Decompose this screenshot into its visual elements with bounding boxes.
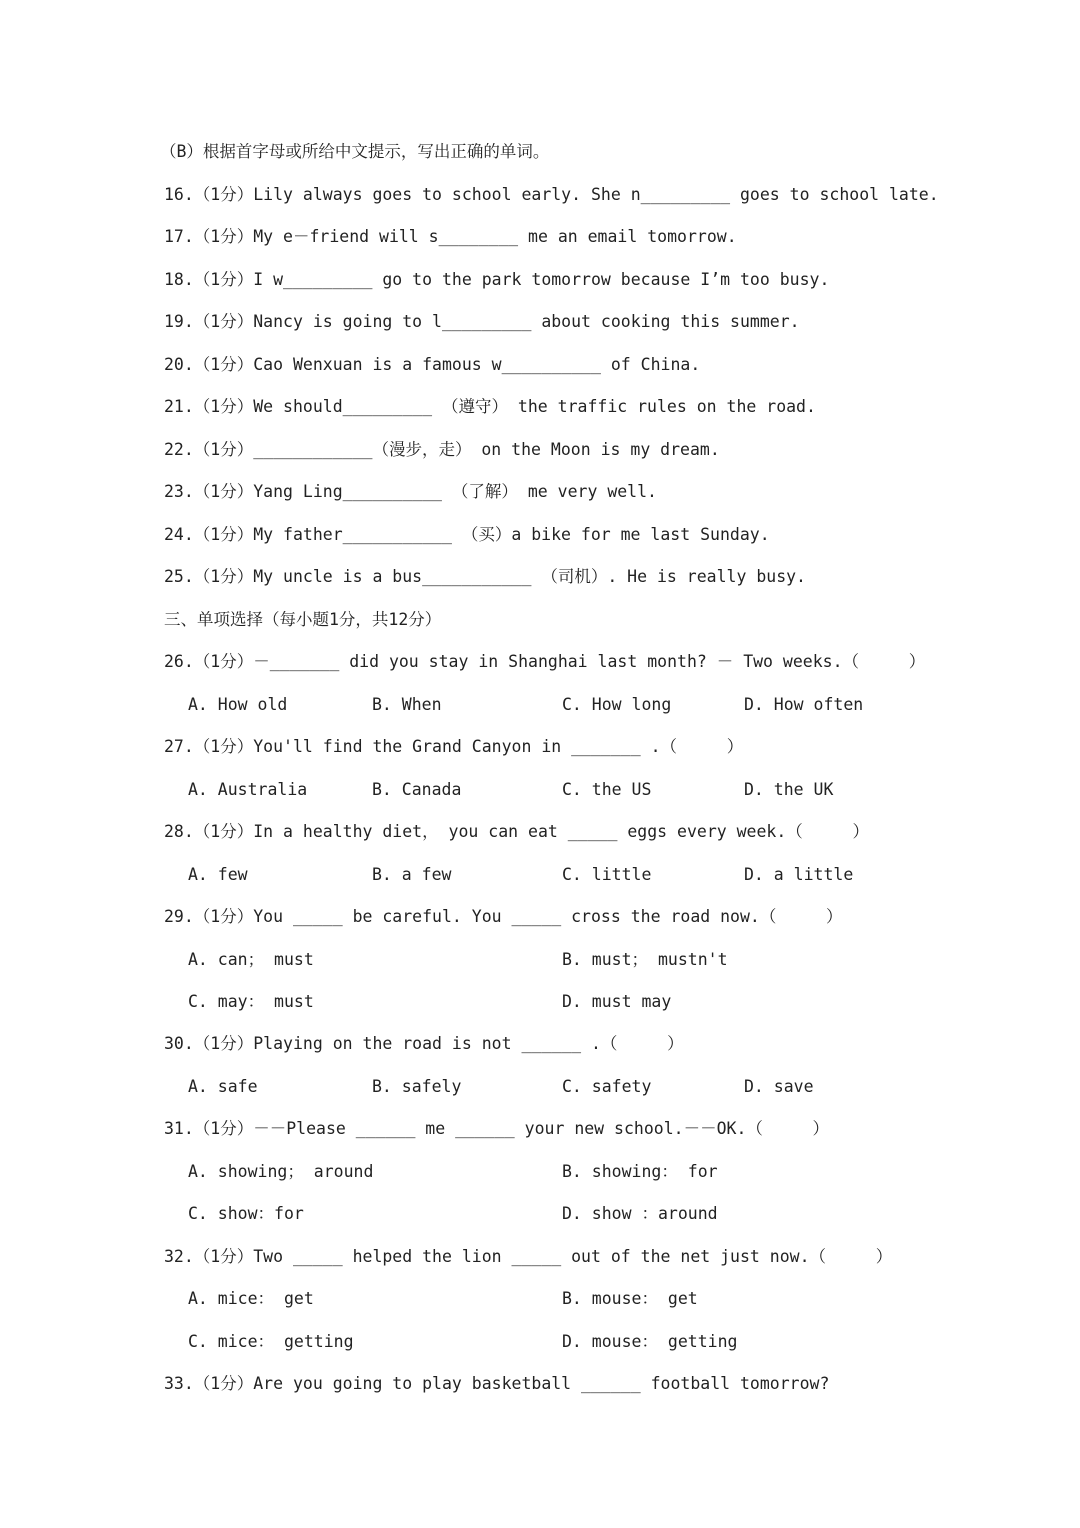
question-27: 27.（1分）You'll find the Grand Canyon in _______ .（ ） [164,737,744,756]
q26-option-a: A. How old [188,695,288,714]
question-21: 21.（1分）We should_________ （遵守） the traffic rules on the road. [164,397,816,416]
q26-option-d: D. How often [744,695,864,714]
question-28: 28.（1分）In a healthy diet， you can eat _____ eggs every week.（ ） [164,822,869,841]
q27-option-c: C. the US [562,780,652,799]
q31-option-a: A. showing； around [188,1162,374,1181]
q32-option-a: A. mice： get [188,1289,314,1308]
q27-option-b: B. Canada [372,780,462,799]
q31-option-b: B. showing： for [562,1162,718,1181]
q29-option-a: A. can； must [188,950,314,969]
q32-option-b: B. mouse： get [562,1289,698,1308]
question-18: 18.（1分）I w_________ go to the park tomorrow because I’m too busy. [164,270,830,289]
question-26: 26.（1分）－_______ did you stay in Shanghai last month? － Two weeks.（ ） [164,652,926,671]
question-20: 20.（1分）Cao Wenxuan is a famous w__________ of China. [164,355,701,374]
q29-option-b: B. must； mustn't [562,950,728,969]
q30-option-c: C. safety [562,1077,652,1096]
question-16: 16.（1分）Lily always goes to school early. She n_________ goes to school late. [164,185,939,204]
q31-option-d: D. show ：around [562,1204,718,1223]
question-23: 23.（1分）Yang Ling__________ （了解） me very well. [164,482,657,501]
section-three-heading: 三、单项选择（每小题1分，共12分） [164,610,442,629]
q28-option-d: D. a little [744,865,854,884]
q26-option-b: B. When [372,695,442,714]
q28-option-a: A. few [188,865,248,884]
section-b-heading: （B）根据首字母或所给中文提示，写出正确的单词。 [160,142,550,161]
q30-option-b: B. safely [372,1077,462,1096]
q27-option-d: D. the UK [744,780,834,799]
question-32: 32.（1分）Two _____ helped the lion _____ out of the net just now.（ ） [164,1247,893,1266]
q29-option-d: D. must may [562,992,672,1011]
q32-option-d: D. mouse： getting [562,1332,738,1351]
q32-option-c: C. mice： getting [188,1332,354,1351]
q28-option-b: B. a few [372,865,452,884]
question-30: 30.（1分）Playing on the road is not ______ .（ ） [164,1034,684,1053]
question-17: 17.（1分）My e－friend will s________ me an email tomorrow. [164,227,737,246]
question-29: 29.（1分）You _____ be careful. You _____ cross the road now.（ ） [164,907,843,926]
q29-option-c: C. may： must [188,992,314,1011]
question-25: 25.（1分）My uncle is a bus___________ （司机）. He is really busy. [164,567,806,586]
q30-option-a: A. safe [188,1077,258,1096]
question-31: 31.（1分）－－Please ______ me ______ your new school.－－OK.（ ） [164,1119,830,1138]
q28-option-c: C. little [562,865,652,884]
q31-option-c: C. show：for [188,1204,304,1223]
q30-option-d: D. save [744,1077,814,1096]
question-19: 19.（1分）Nancy is going to l_________ about cooking this summer. [164,312,800,331]
question-22: 22.（1分）____________（漫步，走） on the Moon is my dream. [164,440,720,459]
question-33: 33.（1分）Are you going to play basketball ______ football tomorrow? [164,1374,830,1393]
q26-option-c: C. How long [562,695,672,714]
q27-option-a: A. Australia [188,780,308,799]
question-24: 24.（1分）My father___________ （买）a bike for me last Sunday. [164,525,770,544]
